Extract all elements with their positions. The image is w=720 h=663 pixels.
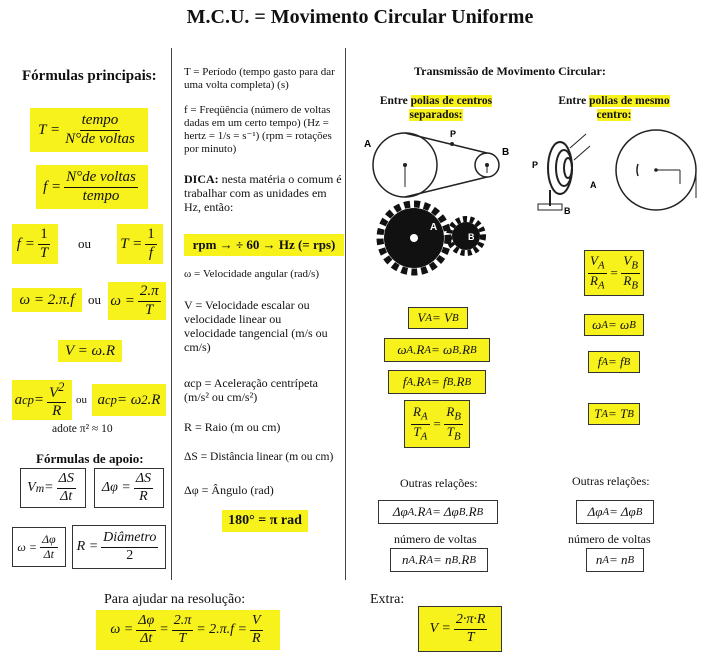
gears-figure bbox=[372, 200, 492, 280]
divider-right bbox=[345, 48, 346, 580]
def-angle: Δφ = Ângulo (rad) bbox=[184, 483, 274, 497]
formula-extra: V = $\frac{2\cdot\pi\cdot R}{T}$ bbox=[418, 606, 502, 652]
apoio-heading: Fórmulas de apoio: bbox=[36, 451, 144, 466]
formula-r-diametro: R = $\frac{\text{Diâmetro}}{2}$ bbox=[72, 525, 166, 569]
coax-label-b: A bbox=[590, 180, 597, 190]
ou-label-2: ou bbox=[88, 292, 101, 307]
dica-text: nesta matéria o comum é trabalhar com as unidades em Hz, então: bbox=[184, 172, 342, 214]
formula-n-r: n A .R A = n B .R B bbox=[390, 548, 488, 572]
formula-v-over-r: $\frac{V_A}{R_A}$ = $\frac{V_B}{R_B}$ bbox=[584, 250, 644, 296]
label-a: A bbox=[364, 139, 372, 150]
gear-label-a: A bbox=[430, 222, 438, 233]
extra-label: Extra: bbox=[370, 592, 405, 607]
ou-label-1: ou bbox=[78, 236, 91, 251]
label-p: P bbox=[450, 129, 457, 139]
formula-t-inverse: T = $\frac{1}{f}$ bbox=[117, 224, 163, 264]
formula-vm: V m = $\frac{\Delta S}{\Delta t}$ bbox=[20, 468, 86, 508]
gear-a-icon bbox=[380, 204, 448, 272]
belt-pulleys-figure bbox=[360, 125, 515, 205]
col2-heading bbox=[548, 94, 680, 122]
formula-omega-r: ω A .R A = ω B .R B bbox=[384, 338, 490, 362]
formula-omega-t: ω = $\frac{2.\pi}{T}$ bbox=[108, 282, 166, 320]
coaxial-pulley-icon bbox=[538, 134, 590, 210]
def-period: T = Período (tempo gasto para dar uma volta completa) (s) bbox=[184, 66, 335, 91]
formula-f-r: f A .R A = f B .R B bbox=[388, 370, 486, 394]
formula-omega-equal: ω A = ω B bbox=[584, 314, 644, 336]
formula-f-inverse: f = $\frac{1}{T}$ bbox=[12, 224, 58, 264]
adote-note: adote π² ≈ 10 bbox=[52, 423, 113, 435]
formula-acp-v: a cp = $\frac{V^2}{R}$ bbox=[12, 380, 72, 420]
formula-dphi: Δφ = $\frac{\Delta S}{R}$ bbox=[94, 468, 164, 508]
rad-conversion: 180° = π rad bbox=[222, 510, 308, 532]
formula-frequency: f = $\frac{\text{N°de voltas}}{\text{tempo}}$ bbox=[36, 165, 148, 209]
formula-period: T = $\frac{\text{tempo}}{\text{N°de voltas}}$ bbox=[30, 108, 148, 152]
dica-block bbox=[184, 172, 342, 214]
def-distance: ΔS = Distância linear (m ou cm) bbox=[184, 451, 334, 463]
outras-relacoes-2: Outras relações: bbox=[572, 474, 650, 488]
formula-va-vb: V A = V B bbox=[408, 307, 468, 329]
def-omega: ω = Velocidade angular (rad/s) bbox=[184, 268, 320, 280]
col1-prefix: Entre bbox=[379, 95, 411, 107]
formula-n-equal: n A = n B bbox=[586, 548, 644, 572]
transmissao-heading: Transmissão de Movimento Circular: bbox=[414, 64, 606, 78]
def-frequency: f = Freqüência (número de voltas dadas em um certo tempo) (Hz = hertz = 1/s = s⁻¹) (rpm = rotações por minuto) bbox=[184, 104, 332, 155]
coax-label-p: B bbox=[564, 206, 571, 216]
formula-v-omega-r: V = ω.R bbox=[58, 340, 122, 362]
gear-label-b: B bbox=[468, 232, 475, 242]
resolucao-label: Para ajudar na resolução: bbox=[104, 592, 246, 607]
coaxial-pulleys-figure bbox=[530, 128, 710, 216]
formula-dphi-equal: Δφ A = Δφ B bbox=[576, 500, 654, 524]
label-b: B bbox=[502, 147, 510, 158]
def-velocity: V = Velocidade escalar ou velocidade linear ou velocidade tangencial (m/s ou cm/s) bbox=[184, 298, 328, 354]
formula-omega-f: ω = 2.π.f bbox=[12, 288, 82, 312]
gear-b-icon bbox=[449, 219, 483, 253]
formulas-heading: Fórmulas principais: bbox=[22, 68, 157, 84]
rpm-conversion: rpm → ÷ 60 → Hz (= rps) bbox=[184, 234, 344, 256]
formula-f-equal: f A = f B bbox=[588, 351, 640, 373]
col1-highlight: polias de centros separados: bbox=[409, 95, 493, 121]
formula-omega-dphi: ω = $\frac{\Delta\varphi}{\Delta t}$ bbox=[12, 527, 66, 567]
formula-r-over-t: $\frac{R_A}{T_A}$ = $\frac{R_B}{T_B}$ bbox=[404, 400, 470, 448]
formula-acp-omega: a cp = ω 2 .R bbox=[92, 384, 166, 416]
formula-dphi-r: Δφ A .R A = Δφ B .R B bbox=[378, 500, 498, 524]
divider-left bbox=[171, 48, 172, 580]
outras-relacoes-1: Outras relações: bbox=[400, 476, 478, 490]
page-title: M.C.U. = Movimento Circular Uniforme bbox=[186, 6, 534, 28]
def-radius: R = Raio (m ou cm) bbox=[184, 420, 281, 434]
col1-heading bbox=[370, 94, 502, 122]
def-acp: αcp = Aceleração centrípeta (m/s² ou cm/s²) bbox=[184, 376, 318, 404]
col2-highlight: polias de mesmo centro: bbox=[589, 95, 670, 121]
coax-label-a: P bbox=[532, 160, 539, 170]
dica-label: DICA: bbox=[184, 172, 219, 186]
formula-t-equal: T A = T B bbox=[588, 403, 640, 425]
numero-voltas-2: número de voltas bbox=[568, 532, 651, 546]
concentric-circle-icon bbox=[616, 130, 696, 210]
numero-voltas-1: número de voltas bbox=[394, 532, 477, 546]
ou-label-3: ou bbox=[76, 394, 87, 406]
formula-resolucao: ω = $\frac{\Delta\varphi}{\Delta t}$ = $\frac{2.\pi}{T}$ = 2.π.f = $\frac{V}{R}$ bbox=[96, 610, 280, 650]
col2-prefix: Entre bbox=[558, 95, 590, 107]
